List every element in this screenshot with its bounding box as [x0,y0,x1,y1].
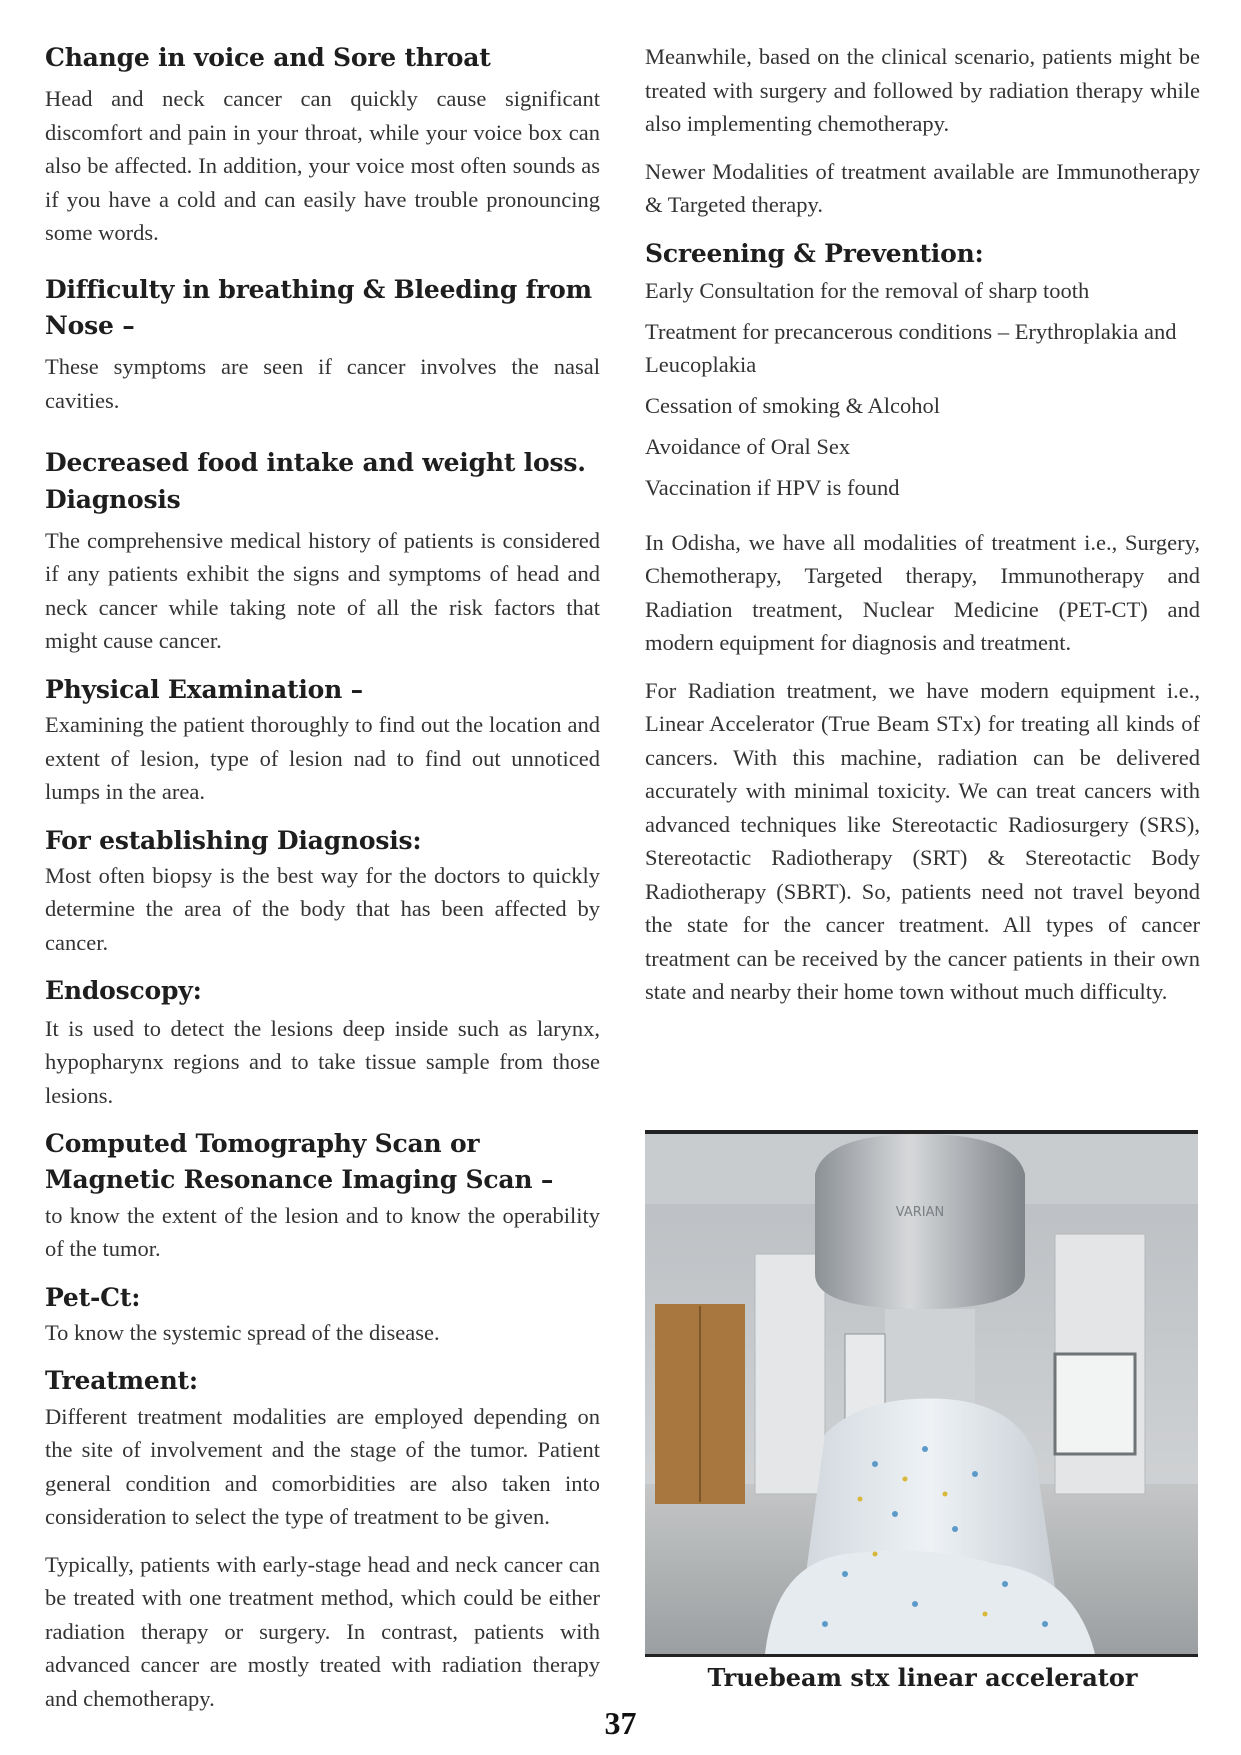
heading-ct-mri: Computed Tomography Scan or Magnetic Resonance Imaging Scan – [45,1129,554,1195]
page-number: 37 [604,1705,637,1741]
screening-item: Avoidance of Oral Sex [645,433,851,459]
paragraph-physical-examination: Examining the patient thoroughly to find out the location and extent of lesion, type of lesion nad to find out unnoticed lumps in the area. [45,712,600,804]
screening-item: Early Consultation for the removal of sharp tooth [645,277,1090,303]
paragraph-pet-ct: To know the systemic spread of the disease. [45,1319,440,1345]
varian-logo: VARIAN [895,1205,945,1220]
paragraph-diagnosis: The comprehensive medical history of patients is considered if any patients exhibit the signs and symptoms of head and neck cancer while taking note of all the risk factors that might cause cancer. [45,527,600,654]
heading-establishing-diagnosis: For establishing Diagnosis: [45,825,422,855]
screening-item: Treatment for precancerous conditions – Erythroplakia and Leucoplakia [645,318,1177,377]
heading-endoscopy: Endoscopy: [45,976,202,1006]
paragraph-treatment-2: Typically, patients with early-stage head and neck cancer can be treated with one treatment method, which could be either radiation therapy or surgery. In contrast, patients with advanced cancer are mostly treated with radiation therapy and chemotherapy. [45,1551,600,1711]
paragraph-radiation-treatment: For Radiation treatment, we have modern equipment i.e., Linear Accelerator (True Beam STx) for treating all kinds of cancers. With this machine, radiation can be delivered accurately with minimal toxicity. We can treat cancers with advanced techniques like Stereotactic Radiosurgery (SRS), Stereotactic Radiotherapy (SRT) & Stereotactic Body Radiotherapy (SBRT). So, patients need not travel beyond the state for the cancer treatment. All types of cancer treatment can be received by the cancer patients in their own state and nearby their home town without much difficulty. [645,677,1200,1005]
heading-voice: Change in voice and Sore throat [45,43,491,72]
right-column [645,40,1200,1009]
paragraph-odisha-modalities: In Odisha, we have all modalities of treatment i.e., Surgery, Chemotherapy, Targeted therapy, Immunotherapy and Radiation treatment, Nuclear Medicine (PET-CT) and modern equipment for diagnosis and treatment. [645,529,1200,656]
heading-diagnosis: Diagnosis [45,484,181,514]
paragraph-voice: Head and neck cancer can quickly cause significant discomfort and pain in your throat, while your voice box can also be affected. In addition, your voice most often sounds as if you have a cold and can easily have trouble pronouncing some words. [45,86,600,246]
paragraph-ct-mri: to know the extent of the lesion and to know the operability of the tumor. [45,1202,600,1261]
heading-physical-examination: Physical Examination – [45,674,363,704]
left-column [45,40,600,1715]
figure-caption: Truebeam stx linear accelerator [707,1663,1138,1692]
linear-accelerator-photo [645,1130,1198,1657]
screening-item: Cessation of smoking & Alcohol [645,392,940,418]
paragraph-treatment-1: Different treatment modalities are employed depending on the site of involvement and the stage of the tumor. Patient general condition and comorbidities are also taken into consideration to select the type of treatment to be given. [45,1403,600,1529]
heading-screening: Screening & Prevention: [645,238,984,268]
paragraph-newer-modalities: Newer Modalities of treatment available are Immunotherapy & Targeted therapy. [645,158,1200,217]
paragraph-endoscopy: It is used to detect the lesions deep inside such as larynx, hypopharynx regions and to take tissue sample from those lesions. [45,1015,600,1108]
heading-pet-ct: Pet-Ct: [45,1282,141,1312]
heading-breathing: Difficulty in breathing & Bleeding from Nose – [45,274,592,340]
paragraph-breathing: These symptoms are seen if cancer involves the nasal cavities. [45,354,600,413]
paragraph-clinical-scenario: Meanwhile, based on the clinical scenario, patients might be treated with surgery and followed by radiation therapy while also implementing chemotherapy. [645,44,1200,136]
heading-food-intake: Decreased food intake and weight loss. [45,448,586,478]
paragraph-establishing-diagnosis: Most often biopsy is the best way for the doctors to quickly determine the area of the body that has been affected by cancer. [45,862,600,955]
screening-item: Vaccination if HPV is found [645,474,900,500]
heading-treatment: Treatment: [45,1366,198,1396]
